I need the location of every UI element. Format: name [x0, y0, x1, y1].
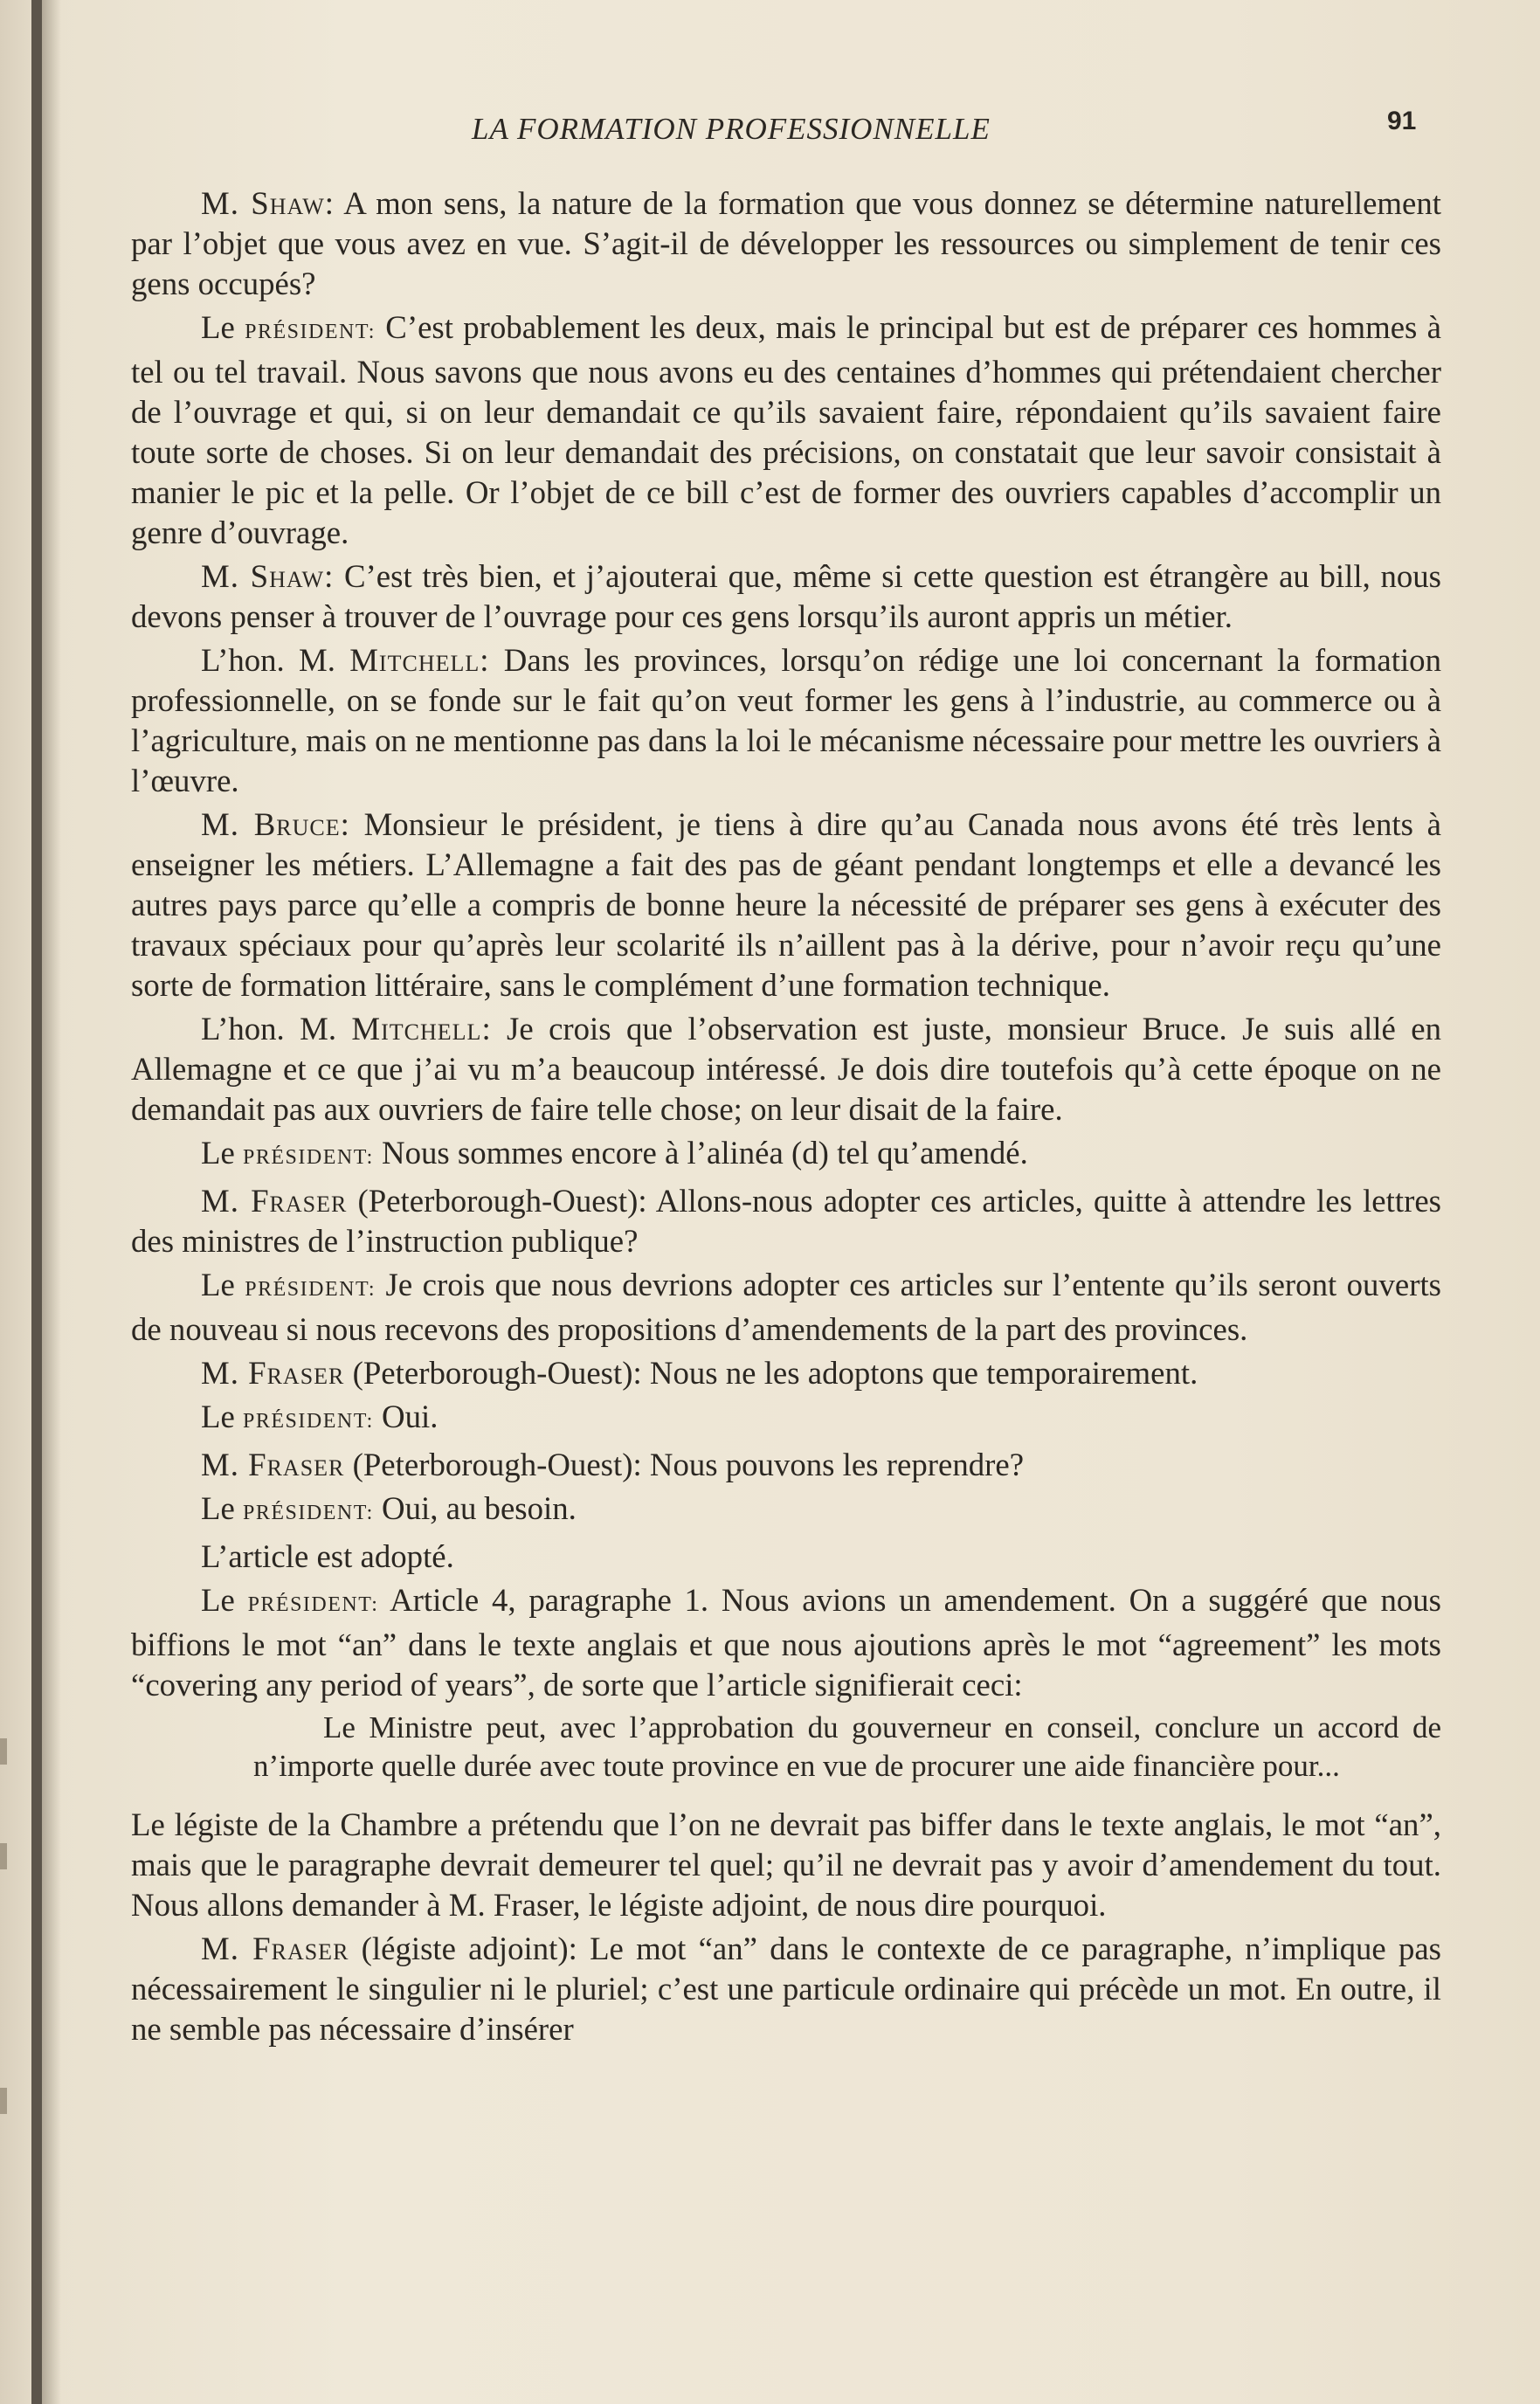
speaker-prefix: Le [201, 1490, 244, 1526]
paragraph [131, 1445, 1441, 1485]
paragraph [131, 1580, 1441, 1705]
paragraph-text: Article 4, paragraphe 1. Nous avions un amendement. On a suggéré que nous biffions le mot “an” dans le texte anglais et que nous ajoutions après le mot “agreement” les mots “covering any period of years”, de sorte que l’article signifierait ceci: [131, 1582, 1441, 1703]
spine-shadow [42, 0, 61, 2404]
body-text [131, 183, 1441, 2053]
speaker: M. Fraser [201, 1183, 348, 1219]
paragraph-text: Nous sommes encore à l’alinéa (d) tel qu’amendé. [373, 1135, 1028, 1171]
paragraph [131, 1265, 1441, 1350]
paragraph [131, 805, 1441, 1005]
speaker: Mitchell: [351, 1011, 492, 1047]
speaker: M. Shaw: [201, 558, 335, 594]
speaker-prefix: Le [201, 1267, 245, 1302]
paragraph-text: (Peterborough-Ouest): Nous pouvons les reprendre? [344, 1447, 1025, 1482]
paragraph [131, 1537, 1441, 1577]
paragraph [131, 640, 1441, 801]
speaker: PRÉSIDENT: [243, 1502, 374, 1524]
speaker: Mitchell: [349, 642, 490, 678]
paragraph-text: C’est très bien, et j’ajouterai que, même si cette question est étrangère au bill, nous devons penser à trouver de l’ouvrage pour ces gens lorsqu’ils auront appris un métier. [131, 558, 1441, 634]
paragraph-text: C’est probablement les deux, mais le principal but est de préparer ces hommes à tel ou tel travail. Nous savons que nous avons eu des centaines d’hommes qui prétendaient chercher de l’ouvrage et qui, si on leur demandait ce qu’ils savaient faire, répondaient qu’ils savaient faire toute sorte de choses. Si on leur demandait des précisions, on constatait que leur savoir consistait à manier le pic et la pelle. Or l’objet de ce bill c’est de former des ouvriers capables d’accomplir un genre d’ouvrage. [131, 309, 1442, 550]
speaker: M. Fraser [201, 1355, 345, 1391]
paragraph [131, 556, 1441, 637]
paragraph-text: (Peterborough-Ouest): Nous ne les adoptons que temporairement. [344, 1355, 1198, 1391]
paragraph-text: L’article est adopté. [201, 1538, 454, 1574]
paragraph [131, 307, 1441, 553]
paragraph [131, 1181, 1441, 1261]
paragraph [131, 1489, 1441, 1533]
paragraph-text: Monsieur le président, je tiens à dire qu’au Canada nous avons été très lents à enseigner les métiers. L’Allemagne a fait des pas de géant pendant longtemps et elle a devancé les autres pays parce qu’elle a compris de bonne heure la nécessité de préparer ses gens à exécuter des travaux spéciaux pour qu’après leur scolarité ils n’aillent pas à la dérive, pour n’avoir reçu qu’une sorte de formation littéraire, sans le complément d’une formation technique. [131, 806, 1441, 1003]
page-number: 91 [1387, 107, 1417, 135]
paragraph-text: (Peterborough-Ouest): Allons-nous adopter ces articles, quitte à attendre les lettres des ministres de l’instruction publique? [131, 1183, 1441, 1259]
paragraph-text: Je crois que l’observation est juste, monsieur Bruce. Je suis allé en Allemagne et ce que j’ai vu m’a beaucoup intéressé. Je dois dire toutefois qu’à cette époque on ne demandait pas aux ouvriers de faire telle chose; on leur disait de la faire. [131, 1011, 1441, 1127]
speaker-prefix: Le [201, 1399, 244, 1434]
paragraph-text: (légiste adjoint): Le mot “an” dans le contexte de ce paragraphe, n’implique pas nécessairement le singulier ni le pluriel; c’est une particule ordinaire qui précède un mot. En outre, il ne semble pas nécessaire d’insérer [131, 1931, 1441, 2047]
block-quote: Le Ministre peut, avec l’approbation du gouverneur en conseil, conclure un accord de n’importe quelle durée avec toute province en vue de procurer une aide financière pour... [253, 1710, 1441, 1783]
speaker: M. Shaw: [201, 185, 335, 221]
paragraph [131, 1353, 1441, 1393]
paragraph-text: Oui. [373, 1399, 439, 1434]
speaker: M. Fraser [201, 1931, 349, 1966]
speaker-prefix: Le [201, 1135, 244, 1171]
speaker: PRÉSIDENT: [247, 1593, 379, 1616]
continuation-paragraph: Le légiste de la Chambre a prétendu que l’on ne devrait pas biffer dans le texte anglais, le mot “an”, mais que le paragraphe devrait demeurer tel quel; qu’il ne devrait pas y avoir d’amendement du tout. Nous allons demander à M. Fraser, le légiste adjoint, de nous dire pourquoi. [131, 1806, 1441, 1923]
speaker: M. Fraser [201, 1447, 345, 1482]
paragraph [131, 1397, 1441, 1441]
paragraph-text: Oui, au besoin. [373, 1490, 577, 1526]
running-title: LA FORMATION PROFESSIONNELLE [472, 112, 991, 146]
book-spine [31, 0, 42, 2404]
speaker: PRÉSIDENT: [245, 1278, 376, 1301]
page-edge-mark [0, 1843, 7, 1869]
page-edge-mark [0, 2088, 7, 2114]
paragraph-text: Je crois que nous devrions adopter ces articles sur l’entente qu’ils seront ouverts de nouveau si nous recevons des propositions d’amendements de la part des provinces. [131, 1267, 1441, 1347]
speaker: PRÉSIDENT: [243, 1410, 374, 1433]
speaker: PRÉSIDENT: [245, 321, 376, 343]
page-header [0, 107, 1540, 155]
paragraph [131, 1929, 1441, 2049]
speaker: PRÉSIDENT: [243, 1146, 374, 1169]
paragraph [131, 183, 1441, 304]
page-edge-mark [0, 1738, 7, 1765]
paragraph [131, 1009, 1441, 1129]
paragraph-text: A mon sens, la nature de la formation que vous donnez se détermine naturellement par l’objet que vous avez en vue. S’agit-il de développer les ressources ou simplement de tenir ces gens occupés? [131, 185, 1441, 301]
speaker-prefix: L’hon. M. [201, 642, 350, 678]
paragraph [131, 1133, 1441, 1178]
speaker: M. Bruce: [201, 806, 350, 842]
speaker-prefix: L’hon. M. [201, 1011, 352, 1047]
speaker-prefix: Le [201, 1582, 248, 1618]
paragraph-text: Dans les provinces, lorsqu’on rédige une loi concernant la formation professionnelle, on se fonde sur le fait qu’on veut former les gens à l’industrie, au commerce ou à l’agriculture, mais on ne mentionne pas dans la loi le mécanisme nécessaire pour mettre les ouvriers à l’œuvre. [131, 642, 1441, 798]
speaker-prefix: Le [201, 309, 245, 345]
